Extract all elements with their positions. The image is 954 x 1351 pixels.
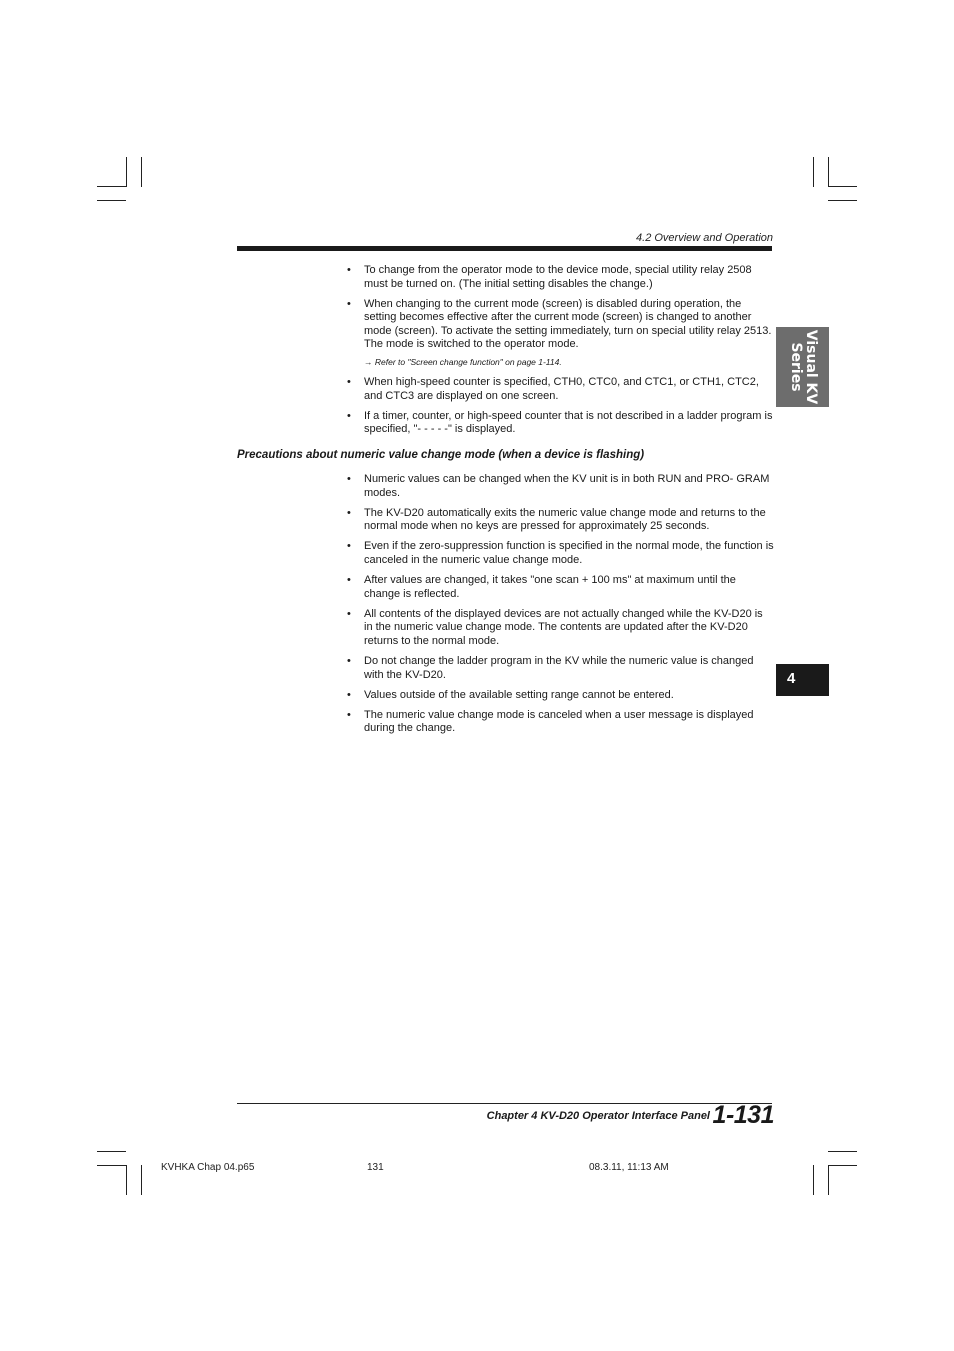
bullet-icon: • [347,574,351,587]
page-number: 1-131 [712,1101,774,1129]
crop-mark [828,186,857,187]
side-tab-line2: Series [787,342,804,392]
bullet-icon: • [347,506,351,519]
list-item: • The numeric value change mode is canceled when a user message is displayed during the change. [347,708,754,735]
crop-mark [97,186,126,187]
footer-rule [237,1103,772,1104]
list-item: • The KV-D20 automatically exits the numeric value change mode and returns to the normal mode when no keys are pressed for approximately 25 seconds. [347,506,766,533]
list-item: • Values outside of the available setting range cannot be entered. [347,688,674,701]
list-item: • If a timer, counter, or high-speed counter that is not described in a ladder program is specified, "- - - - -" is displayed. [347,409,773,436]
bullet-icon: • [347,708,351,721]
bullet-list-precautions [237,473,777,736]
bullet-icon: • [347,264,351,276]
crop-mark [828,1151,857,1152]
bullet-icon: • [347,540,351,553]
main-content [237,264,777,743]
crop-mark [97,1165,126,1166]
slug-date: 08.3.11, 11:13 AM [589,1162,669,1173]
crop-mark [828,1165,857,1166]
list-item: • All contents of the displayed devices are not actually changed while the KV-D20 is in the numeric value change mode. The contents are updated after the KV-D20 returns to the normal mode. [347,607,763,647]
slug-filename: KVHKA Chap 04.p65 [161,1162,255,1173]
bullet-icon: • [347,607,351,620]
bullet-icon: • [347,376,351,389]
bullet-icon: • [347,473,351,486]
list-item: • Even if the zero-suppression function is specified in the normal mode, the function is canceled in the numeric value change mode. [347,540,774,566]
crop-mark [126,157,127,187]
chapter-tab [776,664,829,696]
crop-mark [126,1165,127,1195]
crop-mark [828,157,829,187]
crop-mark [141,157,142,187]
bullet-icon: • [347,297,351,310]
footer-chapter-title: Chapter 4 KV-D20 Operator Interface Panel [486,1110,710,1122]
crop-mark [813,157,814,187]
crop-mark [97,200,126,201]
reference-note: → Refer to "Screen change function" on page 1-114. [364,357,562,368]
bullet-icon: • [347,655,351,668]
side-tab-line1: Visual KV [802,329,819,405]
list-item: • After values are changed, it takes "one scan + 100 ms" at maximum until the change is reflected. [347,574,736,600]
crop-mark [141,1165,142,1195]
crop-mark [813,1165,814,1195]
crop-mark [828,1165,829,1195]
crop-mark [828,200,857,201]
running-header: 4.2 Overview and Operation [636,232,773,244]
crop-mark [97,1151,126,1152]
bullet-icon: • [347,409,351,422]
list-item: • To change from the operator mode to the device mode, special utility relay 2508 must be turned on. (The initial setting disables the change.) [347,264,752,290]
slug-page: 131 [367,1162,384,1173]
list-item: • Numeric values can be changed when the KV unit is in both RUN and PRO- GRAM modes. [347,473,770,499]
list-item: • When high-speed counter is specified, CTH0, CTC0, and CTC1, or CTH1, CTC2, and CTC3 are displayed on one screen. [347,376,759,402]
section-heading: Precautions about numeric value change mode (when a device is flashing) [237,449,645,462]
header-rule [237,246,772,251]
list-item: • When changing to the current mode (screen) is disabled during operation, the setting becomes effective after the current mode (screen) is changed to another mode (screen). To activate the setting immediately, turn on special utility relay 2513. The mode is switched to the operator mode. → Refer to "Screen change function" on page 1-114. [347,298,774,370]
chapter-tab-number: 4 [787,670,796,687]
list-item: • Do not change the ladder program in the KV while the numeric value is changed with the KV-D20. [347,655,754,681]
bullet-list-mode-change [237,264,777,437]
side-tab-visual-kv-series [776,327,829,407]
bullet-icon: • [347,688,351,701]
